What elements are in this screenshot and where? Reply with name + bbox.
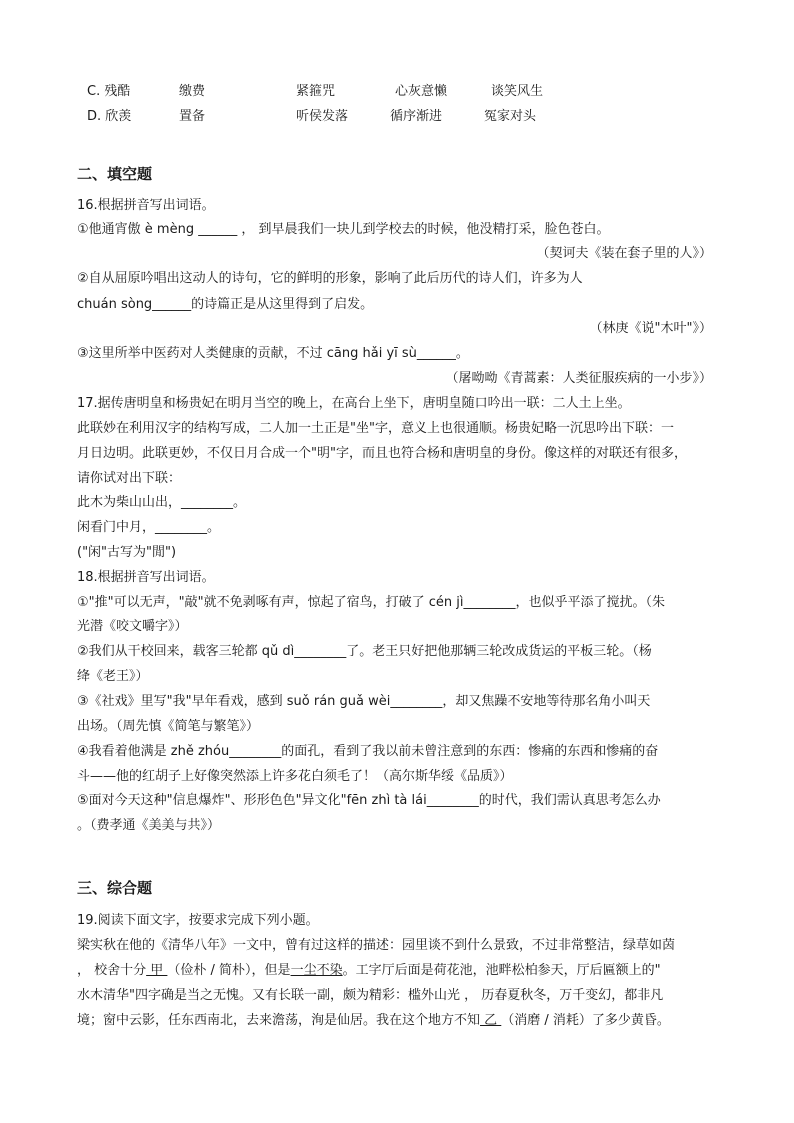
option-d-item: 听侯发落 [296,109,349,124]
passage-line [77,1012,670,1030]
question-17-couplet-1: 此木为柴山山出，________。 [77,495,247,510]
option-c-item: 谈笑风生 [491,84,544,99]
passage-text: （俭朴 / 简朴），但是 [167,963,291,978]
option-d-item: 循序渐进 [390,109,443,124]
option-c-item: 心灰意懒 [395,84,448,99]
passage-line [77,962,661,980]
question-18-item-1: ①"推"可以无声，"敲"就不免剥啄有声，惊起了宿鸟，打破了 cén jì________，也似乎平添了搅扰。（朱 [77,595,665,610]
question-18-item-2-cont: 绛《老王》） [77,669,149,684]
passage-line: 水木清华"四字确是当之无愧。又有长联一副，颇为精彩：槛外山光 ， 历春夏秋冬，万千变幻，都非凡 [77,988,664,1003]
question-17-line: 请你试对出下联： [77,471,182,486]
option-c-item: 紧箍咒 [296,84,336,99]
passage-text: 境；窗中云影，任东西南北，去来澹荡，洵是仙居。我在这个地方不知 [77,1013,481,1028]
option-c-item: 缴费 [179,84,206,99]
question-18-item-4-cont: 斗——他的红胡子上好像突然添上许多花白须毛了！（高尔斯华绥《品质》） [77,769,513,784]
question-17-line: 17.据传唐明皇和杨贵妃在明月当空的晚上，在高台上坐下，唐明皇随口吟出一联：二人土上坐。 [77,396,631,411]
question-17-couplet-2: 闲看门中月，________。 [77,520,221,535]
passage-text: ， 校舍十分 [77,963,147,978]
question-17-note: ("闲"古写为"閒") [77,545,177,560]
option-c-label: C. 残酷 [87,84,131,99]
question-17-line: 此联妙在利用汉字的结构写成，二人加一土正是"坐"字，意义上也很通顺。杨贵妃略一沉思吟出下联：一 [77,421,674,436]
question-16-item-2-cont: chuán sòng______的诗篇正是从这里得到了启发。 [77,297,374,312]
question-18-item-2: ②我们从干校回来，载客三轮都 qǔ dì________了。老王只好把他那辆三轮改成货运的平板三轮。（杨 [77,644,652,659]
question-17-line: 月日边明。此联更妙，不仅日月合成一个"明"字，而且也符合杨和唐明皇的身份。像这样的对联还有很多， [77,446,687,461]
section-heading: 三、综合题 [77,879,153,897]
question-16-item-3: ③这里所举中医药对人类健康的贡献，不过 cāng hǎi yī sù______。 [77,346,469,361]
section-heading: 二、填空题 [77,165,153,183]
question-19-intro: 19.阅读下面文字，按要求完成下列小题。 [77,913,319,928]
question-18-item-5-cont: 。（费孝通《美美与共》） [77,818,221,833]
question-18-intro: 18.根据拼音写出词语。 [77,570,215,585]
question-18-item-3-cont: 出场。（周先慎《简笔与繁笔》） [77,719,260,734]
question-16-source-2: （林庚《说"木叶"》） [589,321,712,336]
question-16-intro: 16.根据拼音写出词语。 [77,198,215,213]
blank-yi: 乙 [480,1013,502,1028]
question-18-item-3: ③《社戏》里写"我"早年看戏，感到 suǒ rán guǎ wèi________，却又焦躁不安地等待那名角小叫天 [77,694,651,709]
underlined-idiom: 一尘不染 [290,963,343,978]
option-d-item: 置备 [179,109,206,124]
question-16-source-3: （屠呦呦《青蒿素：人类征服疾病的一小步》） [445,371,712,386]
question-18-item-5: ⑤面对今天这种"信息爆炸"、形形色色"异文化"fēn zhì tà lái________的时代，我们需认真思考怎么办 [77,793,661,808]
option-d-label: D. 欣羡 [87,109,132,124]
option-d-item: 冤家对头 [484,109,537,124]
blank-jia: 甲 [146,963,168,978]
question-16-item-1: ①他通宵傲 è mèng ______ ， 到早晨我们一块儿到学校去的时候，他没精打采，脸色苍白。 [77,222,610,237]
question-16-item-2: ②自从屈原吟唱出这动人的诗句，它的鲜明的形象，影响了此后历代的诗人们，许多为人 [77,271,583,286]
passage-text: 。工字厅后面是荷花池，池畔松柏参天，厅后匾额上的" [342,963,661,978]
question-18-item-1-cont: 光潜《咬文嚼字》） [77,619,188,634]
passage-text: （消磨 / 消耗）了多少黄昏。 [501,1013,670,1028]
passage-line: 梁实秋在他的《清华八年》一文中，曾有过这样的描述：园里谈不到什么景致，不过非常整洁，绿草如茵 [77,938,676,953]
question-18-item-4: ④我看着他满是 zhě zhóu________的面孔，看到了我以前未曾注意到的东西：惨痛的东西和惨痛的奋 [77,744,659,759]
question-16-source-1: （契诃夫《装在套子里的人》） [536,246,712,261]
